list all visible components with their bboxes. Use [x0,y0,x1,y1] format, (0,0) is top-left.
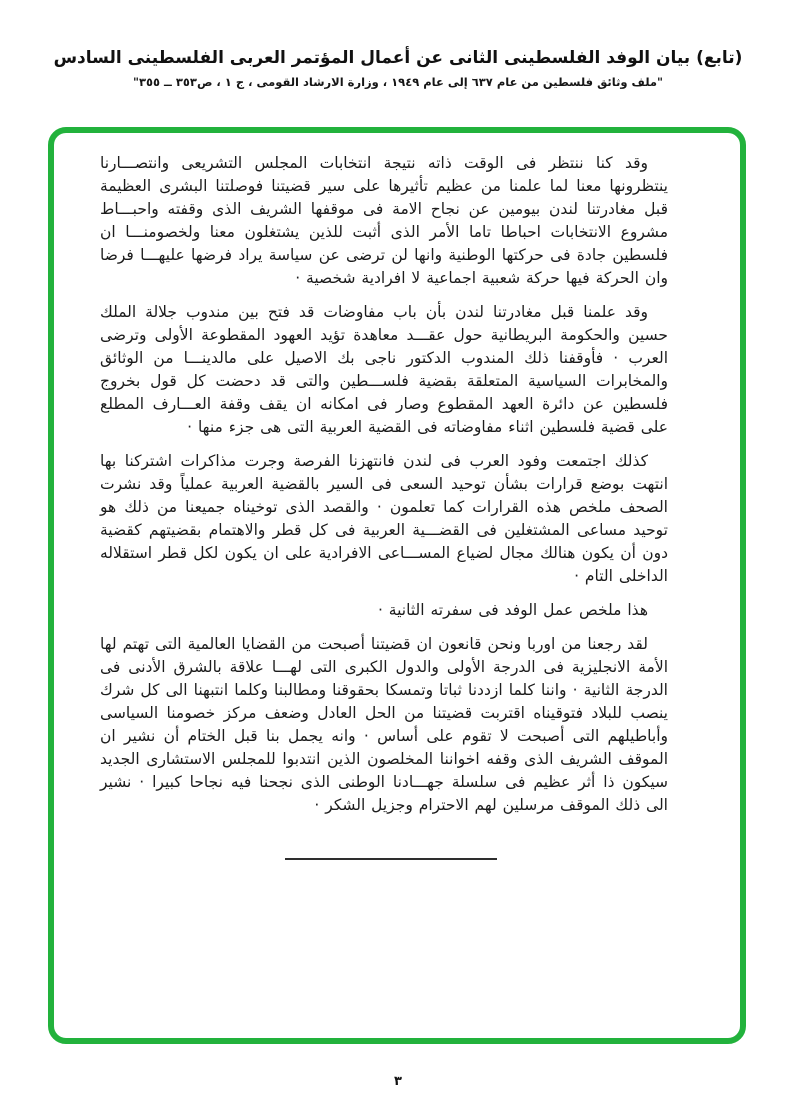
page-number: ٣ [394,1074,402,1089]
document-header [0,48,796,89]
document-body [100,152,668,828]
document-source-citation: "ملف وثائق فلسطين من عام ٦٣٧ إلى عام ١٩٤٩ ، وزارة الارشاد القومى ، ج ١ ، ص٣٥٣ ــ ٣٥٥" [132,75,664,89]
document-title: (تابع) بيان الوفد الفلسطينى الثانى عن أعمال المؤتمر العربى الفلسطينى السادس [53,48,743,68]
separator-rule [285,858,497,860]
paragraph-4-summary-line: هذا ملخص عمل الوفد فى سفرته الثانية · [377,601,648,619]
paragraph-5: لقد رجعنا من اوربا ونحن قانعون ان قضيتنا أصبحت من القضايا العالمية التى تهتم لها الأمة الانجليزية فى الدرجة الأولى والدول الكبرى التى لهـــا علاقة بالشرق الأدنى فى الدرجة الثانية · واننا كلما ازددنا ثباتا وتمسكا بحقوقنا ومطالبنا وكلما انتبهنا الى كل شرك ينصب للبلاد فتوقيناه اقتربت قضيتنا من الحل العادل وضعف مركز خصومنا السياسى وأباطيلهم التى أصبحت لا تقوم على أساس · وانه يجمل بنا قبل الختام أن نشير ان الموقف الشريف الذى وقفه اخواننا المخلصون الذين انتدبوا للمجلس الاستشارى الجديد سيكون ذا أثر عظيم فى سلسلة جهـــادنا الوطنى الذى نجحنا فيه نجاحا كبيرا · نشير الى ذلك الموقف مرسلين لهم الاحترام وجزيل الشكر · [100,635,668,814]
paragraph-1: وقد كنا ننتظر فى الوقت ذاته نتيجة انتخابات المجلس التشريعى وانتصـــارنا ينتظرونها معنا لما علمنا من عظيم تأثيرها على سير قضيتنا فوصلتنا البشرى العظيمة قبل مغادرتنا لندن بيومين عن نجاح الامة فى موقفها الشريف الذى وقفته واحبـــاط مشروع الانتخابات احباطا تاما الأمر الذى أثبت للذين يشتغلون معنا ولخصومنـــا ان فلسطين جادة فى حركتها الوطنية وانها لن ترضى عن سياسة يراد فرضها عليهـــا فرضا وان الحركة فيها حركة شعبية اجماعية لا افرادية شخصية · [100,154,668,287]
paragraph-2: وقد علمنا قبل مغادرتنا لندن بأن باب مفاوضات قد فتح بين مندوب جلالة الملك حسين والحكومة البريطانية حول عقـــد معاهدة تؤيد العهود المقطوعة الأولى وترضى العرب · فأوقفنا ذلك المندوب الدكتور ناجى بك الاصيل على مالدينـــا من الوثائق والمخابرات السياسية المتعلقة بقضية فلســـطين والتى قد دحضت كل قول بخروج فلسطين عن دائرة العهد المقطوع وصار فى امكانه ان يقف وقفة العـــارف المطلع على قضية فلسطين اثناء مفاوضاته فى القضية العربية التى هى جزء منها · [100,303,668,436]
paragraph-3: كذلك اجتمعت وفود العرب فى لندن فانتهزنا الفرصة وجرت مذاكرات اشتركنا بها انتهت بوضع قرارات بشأن توحيد السعى فى السير بالقضية العربية عملياً وقد نشرت الصحف ملخص هذه القرارات كما تعلمون · والقصد الذى توخيناه جميعنا من ذلك هو توحيد مساعى المشتغلين فى القضـــية العربية فى كل قطر والاهتمام بقضيتهم كقضية دون أن يكون هنالك مجال لضياع المســـاعى الافرادية على ان يكون لكل قطر استقلاله الداخلى التام · [100,452,668,585]
